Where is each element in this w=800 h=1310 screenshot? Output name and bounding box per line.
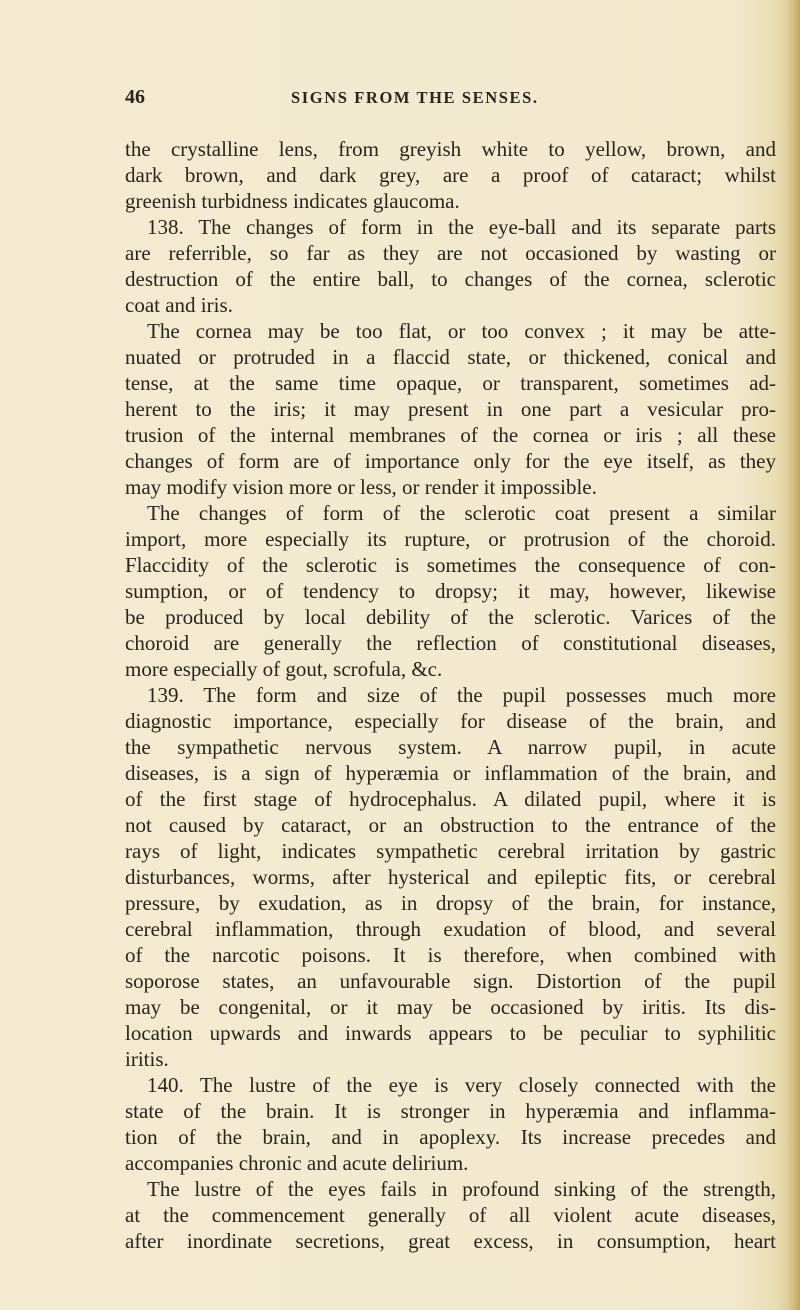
text-line: The cornea may be too flat, or too convex ; it may be atte- [147,319,776,343]
text-line: more especially of gout, scrofula, &c. [125,657,443,681]
text-line: at the commencement generally of all violent acute diseases, [125,1203,776,1227]
body-text [125,136,776,1254]
text-line: herent to the iris; it may present in one part a vesicular pro- [125,397,776,421]
text-line: pressure, by exudation, as in dropsy of the brain, for instance, [125,891,776,915]
text-line: the sympathetic nervous system. A narrow pupil, in acute [125,735,776,759]
text-line: accompanies chronic and acute delirium. [125,1151,469,1175]
page-edge [786,0,800,1310]
text-line: the crystalline lens, from greyish white to yellow, brown, and [125,137,776,161]
text-line: destruction of the entire ball, to changes of the cornea, sclerotic [125,267,776,291]
text-line: sumption, or of tendency to dropsy; it may, however, likewise [125,579,776,603]
text-line: changes of form are of importance only for the eye itself, as they [125,449,776,473]
text-line: after inordinate secretions, great excess, in consumption, heart [125,1229,776,1253]
text-line: trusion of the internal membranes of the cornea or iris ; all these [125,423,776,447]
text-line: of the first stage of hydrocephalus. A dilated pupil, where it is [125,787,776,811]
text-line: coat and iris. [125,293,233,317]
text-line: location upwards and inwards appears to be peculiar to syphilitic [125,1021,776,1045]
text-line: soporose states, an unfavourable sign. Distortion of the pupil [125,969,776,993]
text-line: 140. The lustre of the eye is very closely connected with the [147,1073,776,1097]
page-number: 46 [125,86,145,108]
page-header [125,86,775,112]
text-line: rays of light, indicates sympathetic cerebral irritation by gastric [125,839,776,863]
text-line: be produced by local debility of the sclerotic. Varices of the [125,605,776,629]
text-line: diagnostic importance, especially for disease of the brain, and [125,709,776,733]
text-line: Flaccidity of the sclerotic is sometimes the consequence of con- [125,553,776,577]
text-line: tense, at the same time opaque, or transparent, sometimes ad- [125,371,776,395]
text-line: choroid are generally the reflection of constitutional diseases, [125,631,776,655]
text-line: disturbances, worms, after hysterical and epileptic fits, or cerebral [125,865,776,889]
text-line: import, more especially its rupture, or protrusion of the choroid. [125,527,776,551]
text-line: The changes of form of the sclerotic coat present a similar [147,501,776,525]
text-line: The lustre of the eyes fails in profound sinking of the strength, [147,1177,776,1201]
text-line: of the narcotic poisons. It is therefore, when combined with [125,943,776,967]
text-line: may modify vision more or less, or render it impossible. [125,475,597,499]
text-line: tion of the brain, and in apoplexy. Its increase precedes and [125,1125,776,1149]
text-line: cerebral inflammation, through exudation of blood, and several [125,917,776,941]
text-line: iritis. [125,1047,169,1071]
running-title: SIGNS FROM THE SENSES. [291,88,539,107]
text-line: nuated or protruded in a flaccid state, or thickened, conical and [125,345,776,369]
text-line: diseases, is a sign of hyperæmia or inflammation of the brain, and [125,761,776,785]
text-line: state of the brain. It is stronger in hyperæmia and inflamma- [125,1099,776,1123]
text-line: dark brown, and dark grey, are a proof of cataract; whilst [125,163,776,187]
text-line: 139. The form and size of the pupil possesses much more [147,683,776,707]
text-line: not caused by cataract, or an obstruction to the entrance of the [125,813,776,837]
text-line: are referrible, so far as they are not occasioned by wasting or [125,241,776,265]
text-line: greenish turbidness indicates glaucoma. [125,189,460,213]
text-line: may be congenital, or it may be occasioned by iritis. Its dis- [125,995,776,1019]
text-line: 138. The changes of form in the eye-ball and its separate parts [147,215,776,239]
